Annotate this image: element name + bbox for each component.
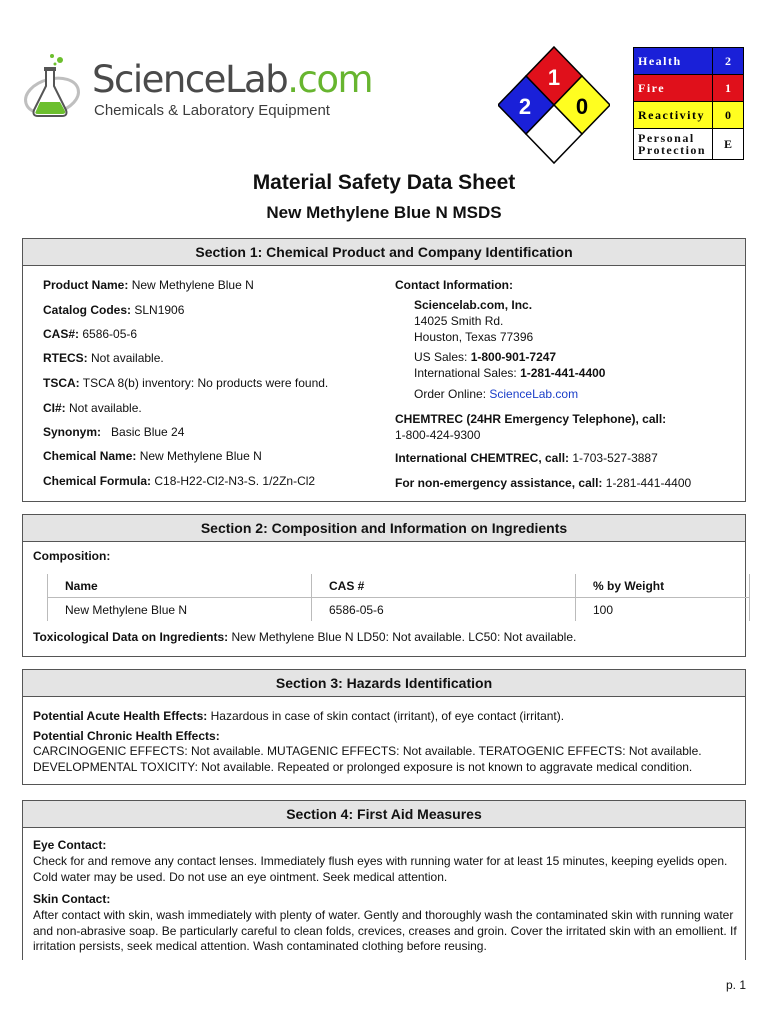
chemical-name-row: Chemical Name: New Methylene Blue N	[43, 449, 262, 463]
column-header: Name	[48, 574, 312, 598]
chronic-effects-label: Potential Chronic Health Effects:	[33, 729, 220, 743]
address-line-2: Houston, Texas 77396	[414, 330, 534, 344]
synonym-row: Synonym: Basic Blue 24	[43, 425, 185, 439]
us-sales: US Sales: 1-800-901-7247	[414, 350, 557, 364]
ci-row: CI#: Not available.	[43, 401, 142, 415]
section-3	[22, 669, 746, 785]
fire-value: 1	[713, 75, 744, 102]
acute-effects: Potential Acute Health Effects: Hazardous in case of skin contact (irritant), of eye contact (irritant).	[33, 709, 565, 723]
order-online: Order Online: ScienceLab.com	[414, 387, 579, 401]
table-row	[48, 598, 750, 622]
health-rating: 2	[518, 94, 532, 119]
catalog-codes-row: Catalog Codes: SLN1906	[43, 303, 185, 317]
table-cell: 100	[576, 598, 750, 622]
section-2	[22, 514, 746, 657]
nonemergency-contact: For non-emergency assistance, call: 1-281-441-4400	[395, 476, 692, 490]
table-cell: 6586-05-6	[312, 598, 576, 622]
brand-name: ScienceLab.com	[92, 58, 373, 101]
cas-row: CAS#: 6586-05-6	[43, 327, 138, 341]
company-name: Sciencelab.com, Inc.	[414, 298, 533, 312]
intl-sales: International Sales: 1-281-441-4400	[414, 366, 606, 380]
reactivity-label: Reactivity	[634, 102, 713, 129]
address-line-1: 14025 Smith Rd.	[414, 314, 504, 328]
intl-chemtrec: International CHEMTREC, call: 1-703-527-3887	[395, 451, 658, 465]
column-header: CAS #	[312, 574, 576, 598]
eye-contact-label: Eye Contact:	[33, 838, 107, 852]
skin-contact-text: After contact with skin, wash immediately with plenty of water. Gently and thoroughly wash the contaminated skin with running water and non-abrasive soap. Be particularly careful to clean folds, crevices, creases and groin. Cover the irritated skin with an emollient. If irritation persists, seek medical attention. Wash contaminated clothing before reusing.	[33, 908, 737, 953]
page-number: p. 1	[725, 978, 746, 992]
sciencelab-link[interactable]: ScienceLab.com	[489, 387, 579, 401]
section-heading: Section 2: Composition and Information on Ingredients	[23, 515, 745, 542]
fire-rating: 1	[547, 65, 561, 90]
document-subtitle: New Methylene Blue N MSDS	[266, 203, 502, 222]
brand-subtitle: Chemicals & Laboratory Equipment	[94, 102, 330, 119]
eye-contact-text: Check for and remove any contact lenses. Immediately flush eyes with running water for at least 15 minutes, keeping eyelids open. Cold water may be used. Do not use an eye ointment. Seek medical attention.	[33, 854, 728, 884]
document-title: Material Safety Data Sheet	[252, 171, 516, 194]
section-1	[22, 238, 746, 502]
protection-label: Personal Protection	[634, 129, 713, 160]
composition-table	[47, 574, 750, 621]
chemical-formula-row: Chemical Formula: C18-H22-Cl2-N3-S. 1/2Zn-Cl2	[43, 474, 316, 488]
chronic-effects-text: CARCINOGENIC EFFECTS: Not available. MUTAGENIC EFFECTS: Not available. TERATOGENIC EFFECTS: Not available. DEVELOPMENTAL TOXICITY: Not available. Repeated or prolonged exposure is not known to aggravate medical condition.	[33, 744, 702, 774]
product-name-row: Product Name: New Methylene Blue N	[43, 278, 254, 292]
rtecs-row: RTECS: Not available.	[43, 351, 164, 365]
composition-label: Composition:	[33, 549, 111, 563]
reactivity-rating: 0	[575, 94, 589, 119]
health-value: 2	[713, 48, 744, 75]
section-heading: Section 3: Hazards Identification	[23, 670, 745, 697]
column-header: % by Weight	[576, 574, 750, 598]
contact-heading: Contact Information:	[395, 278, 513, 292]
section-heading: Section 1: Chemical Product and Company Identification	[23, 239, 745, 266]
fire-label: Fire	[634, 75, 713, 102]
hazard-rating-table	[633, 47, 744, 160]
health-label: Health	[634, 48, 713, 75]
table-header-row	[48, 574, 750, 598]
chemtrec-phone: 1-800-424-9300	[395, 428, 481, 442]
section-heading: Section 4: First Aid Measures	[23, 801, 745, 828]
tsca-row: TSCA: TSCA 8(b) inventory: No products were found.	[43, 376, 329, 390]
toxicological-data: Toxicological Data on Ingredients: New Methylene Blue N LD50: Not available. LC50: Not available.	[33, 630, 577, 644]
reactivity-value: 0	[713, 102, 744, 129]
protection-value: E	[713, 129, 744, 160]
section-4	[22, 800, 746, 960]
flask-logo-icon	[22, 52, 84, 124]
table-cell: New Methylene Blue N	[48, 598, 312, 622]
skin-contact-label: Skin Contact:	[33, 892, 111, 906]
chemtrec-label: CHEMTREC (24HR Emergency Telephone), call:	[395, 412, 667, 426]
nfpa-diamond	[498, 45, 610, 165]
